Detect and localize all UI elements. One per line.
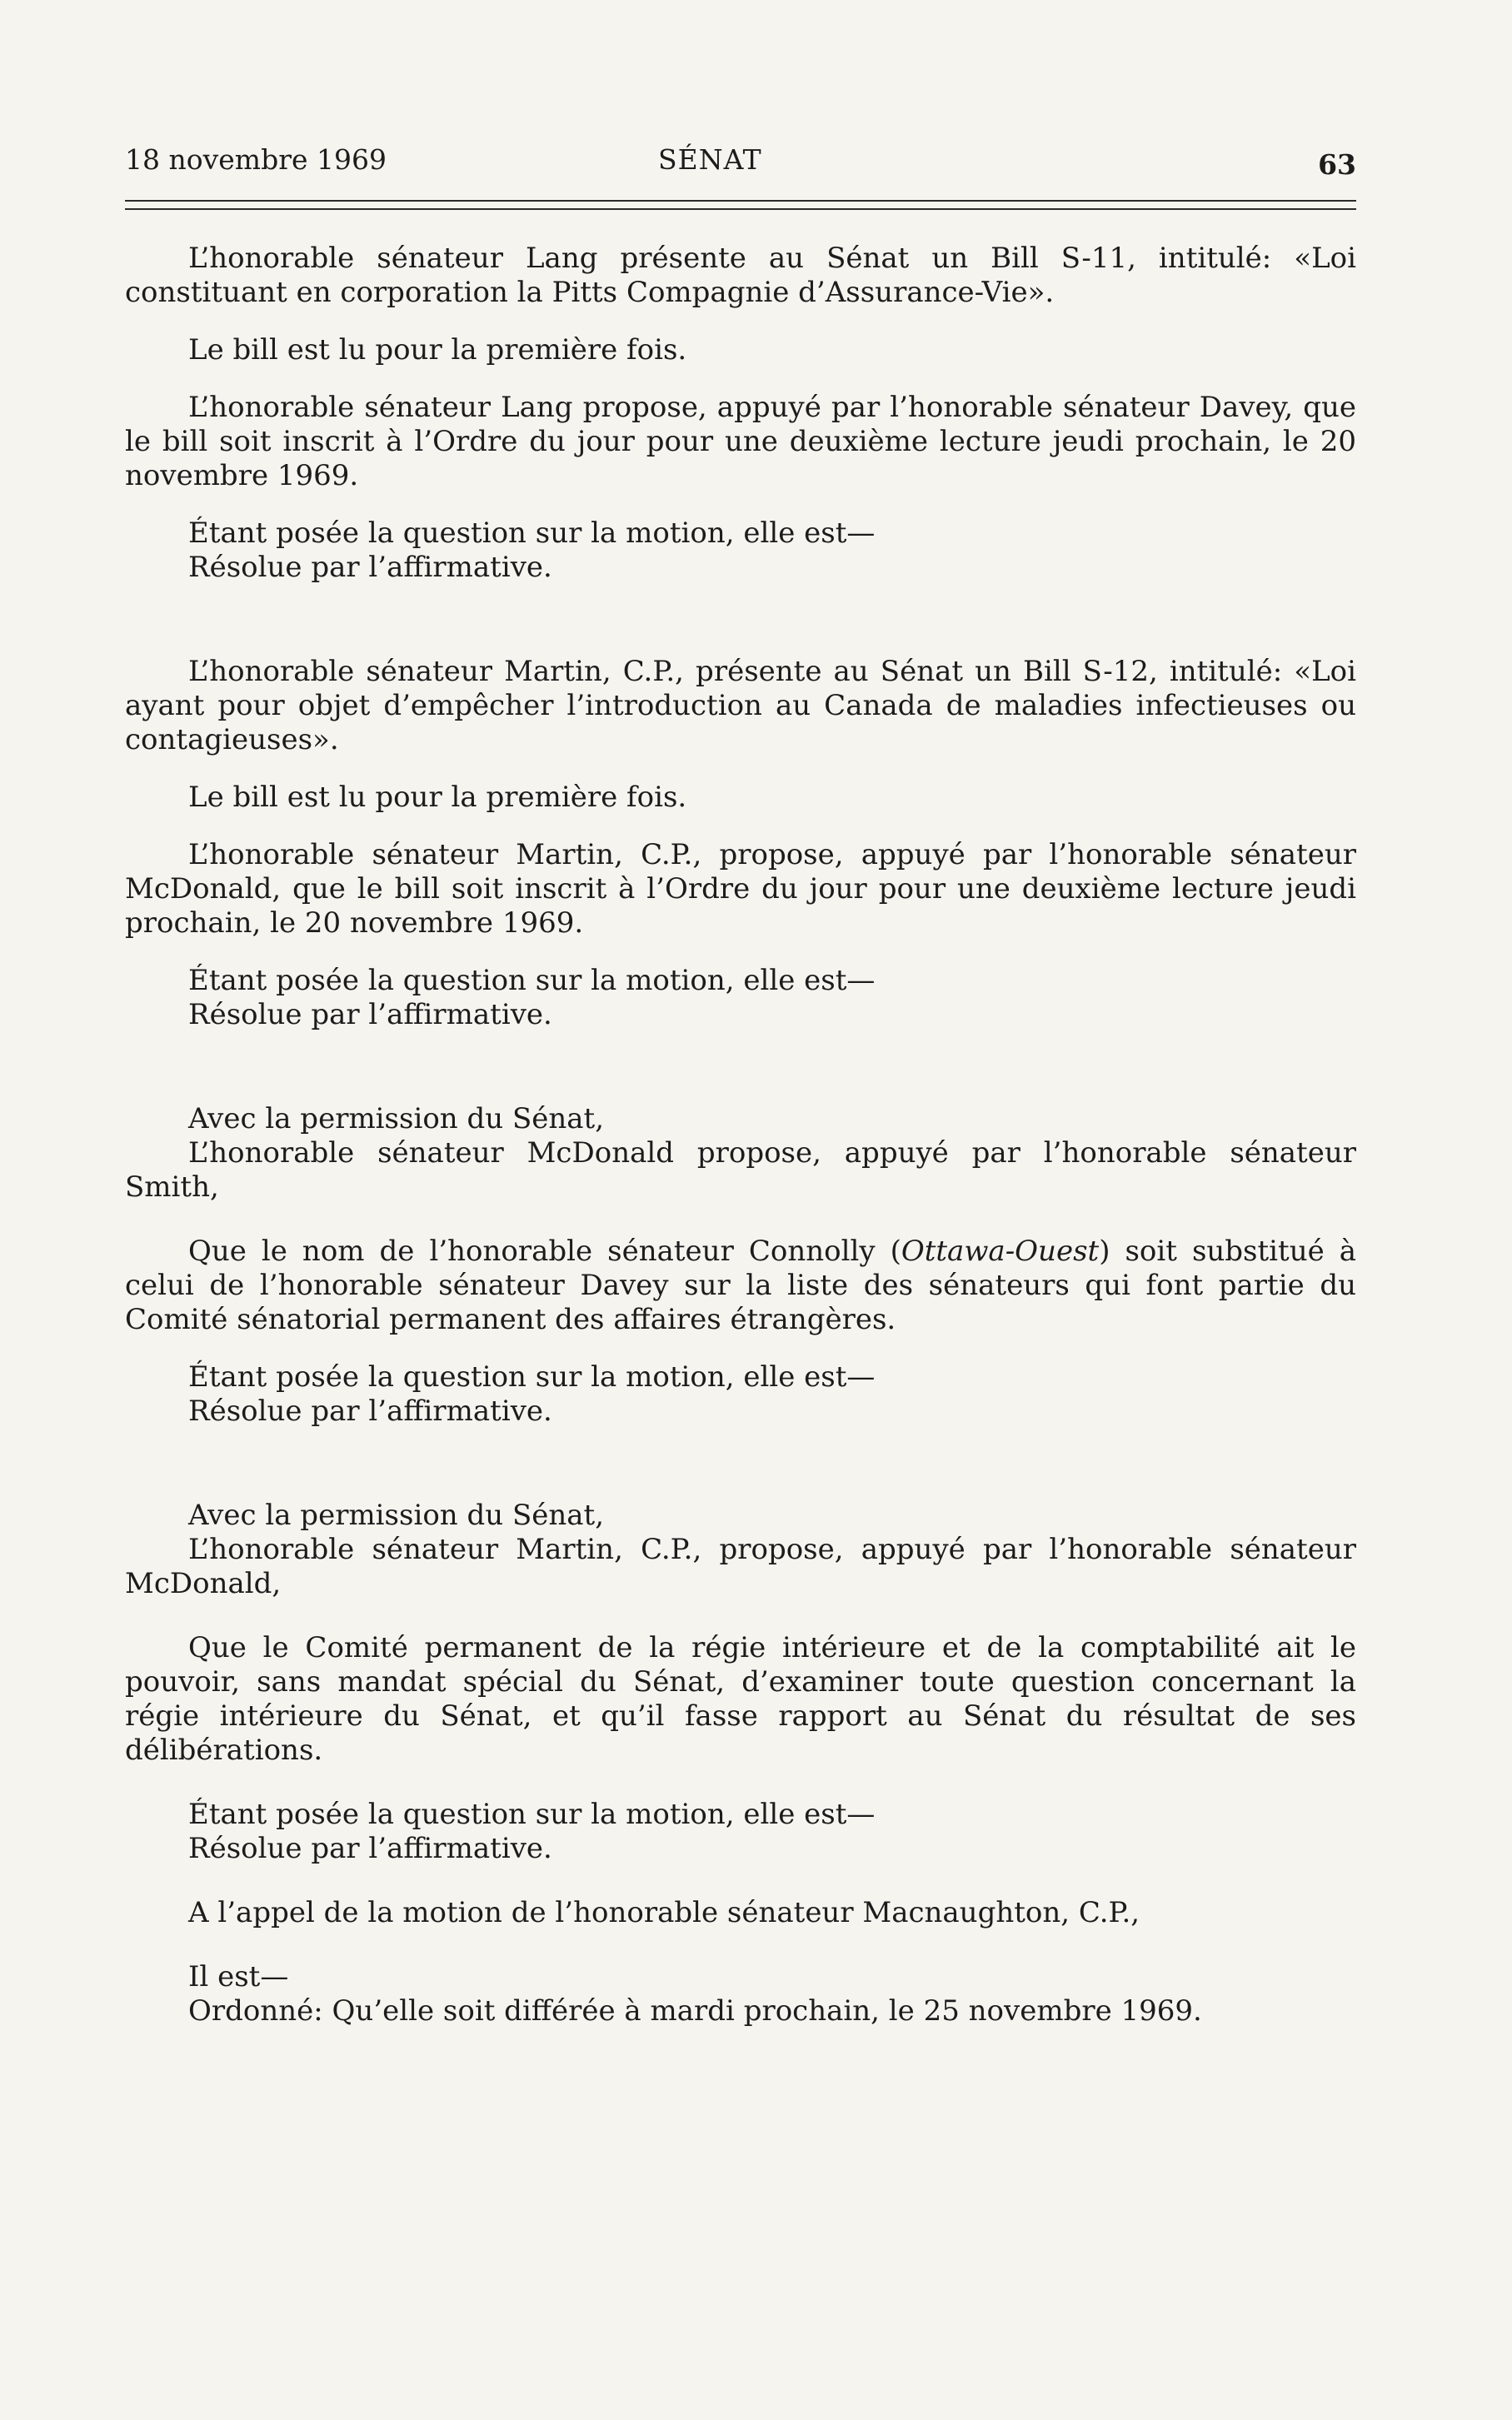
page-header [125,143,1356,185]
header-rule-top [125,200,1356,202]
paragraph-committee-powers: Que le Comité permanent de la régie intérieure et de la comptabilité ait le pouvoir, sans mandat spécial du Sénat, d’examiner toute question concernant la régie intérieure du Sénat, et qu’il fasse rapport au Sénat du résultat de ses délibérations. [125,1631,1356,1767]
leave-line: Avec la permission du Sénat, [188,1102,605,1135]
header-rule-bottom [125,208,1356,210]
paragraph-bill-s12-intro: L’honorable sénateur Martin, C.P., présente au Sénat un Bill S-12, intitulé: «Loi ayant pour objet d’empêcher l’introduction au Canada de maladies infectieuses ou contagieuses». [125,655,1356,756]
leave-block [125,1499,1356,1601]
paragraph-bill-s11-intro: L’honorable sénateur Lang présente au Sénat un Bill S-11, intitulé: «Loi constituant en corporation la Pitts Compagnie d’Assurance-Vie». [125,242,1356,309]
header-date: 18 novembre 1969 [125,143,387,176]
order-block [125,1960,1356,2028]
paragraph-lang-motion: L’honorable sénateur Lang propose, appuyé par l’honorable sénateur Davey, que le bill soit inscrit à l’Ordre du jour pour une deuxième lecture jeudi prochain, le 20 novembre 1969. [125,391,1356,492]
text-run: ) soit substitué à celui de l’honorable sénateur Davey sur la liste des sénateurs qui font partie du Comité sénatorial permanent des affaires étrangères. [125,1235,1357,1336]
constituency-name: Ottawa-Ouest [901,1235,1100,1268]
motion-result-block [125,1798,1356,1866]
paragraph-macnaughton-call: A l’appel de la motion de l’honorable sénateur Macnaughton, C.P., [188,1896,1140,1929]
resolved-line: Résolue par l’affirmative. [188,998,552,1031]
motion-result-block [125,516,1356,585]
motion-result-block [125,1360,1356,1429]
ordered-text: Qu’elle soit différée à mardi prochain, le 25 novembre 1969. [322,1994,1202,2028]
motion-result-block [125,964,1356,1032]
question-put-line: Étant posée la question sur la motion, elle est— [188,964,876,997]
question-put-line: Étant posée la question sur la motion, elle est— [188,1360,876,1394]
paragraph-martin-motion: L’honorable sénateur Martin, C.P., propose, appuyé par l’honorable sénateur McDonald, que le bill soit inscrit à l’Ordre du jour pour une deuxième lecture jeudi prochain, le 20 novembre 1969. [125,838,1356,940]
page-number: 63 [1318,148,1356,181]
ordered-line [125,1994,1356,2028]
resolved-line: Résolue par l’affirmative. [188,551,552,584]
question-put-line: Étant posée la question sur la motion, elle est— [188,516,876,550]
leave-block [125,1102,1356,1205]
paragraph-mcdonald-motion: L’honorable sénateur McDonald propose, appuyé par l’honorable sénateur Smith, [125,1136,1356,1204]
page-body [125,242,1356,2028]
paragraph-first-reading: Le bill est lu pour la première fois. [188,781,687,814]
it-is-line: Il est— [188,1960,289,1993]
text-run: Que le nom de l’honorable sénateur Connolly ( [188,1235,901,1268]
paragraph-martin-committee-motion: L’honorable sénateur Martin, C.P., propose, appuyé par l’honorable sénateur McDonald, [125,1533,1356,1600]
header-title: SÉNAT [658,143,762,176]
question-put-line: Étant posée la question sur la motion, elle est— [188,1798,876,1831]
resolved-line: Résolue par l’affirmative. [188,1832,552,1865]
leave-line: Avec la permission du Sénat, [188,1499,605,1532]
ordered-label: Ordonné: [188,1994,323,2028]
paragraph-connolly-substitution [125,1235,1356,1337]
resolved-line: Résolue par l’affirmative. [188,1395,552,1428]
paragraph-first-reading: Le bill est lu pour la première fois. [188,333,687,367]
